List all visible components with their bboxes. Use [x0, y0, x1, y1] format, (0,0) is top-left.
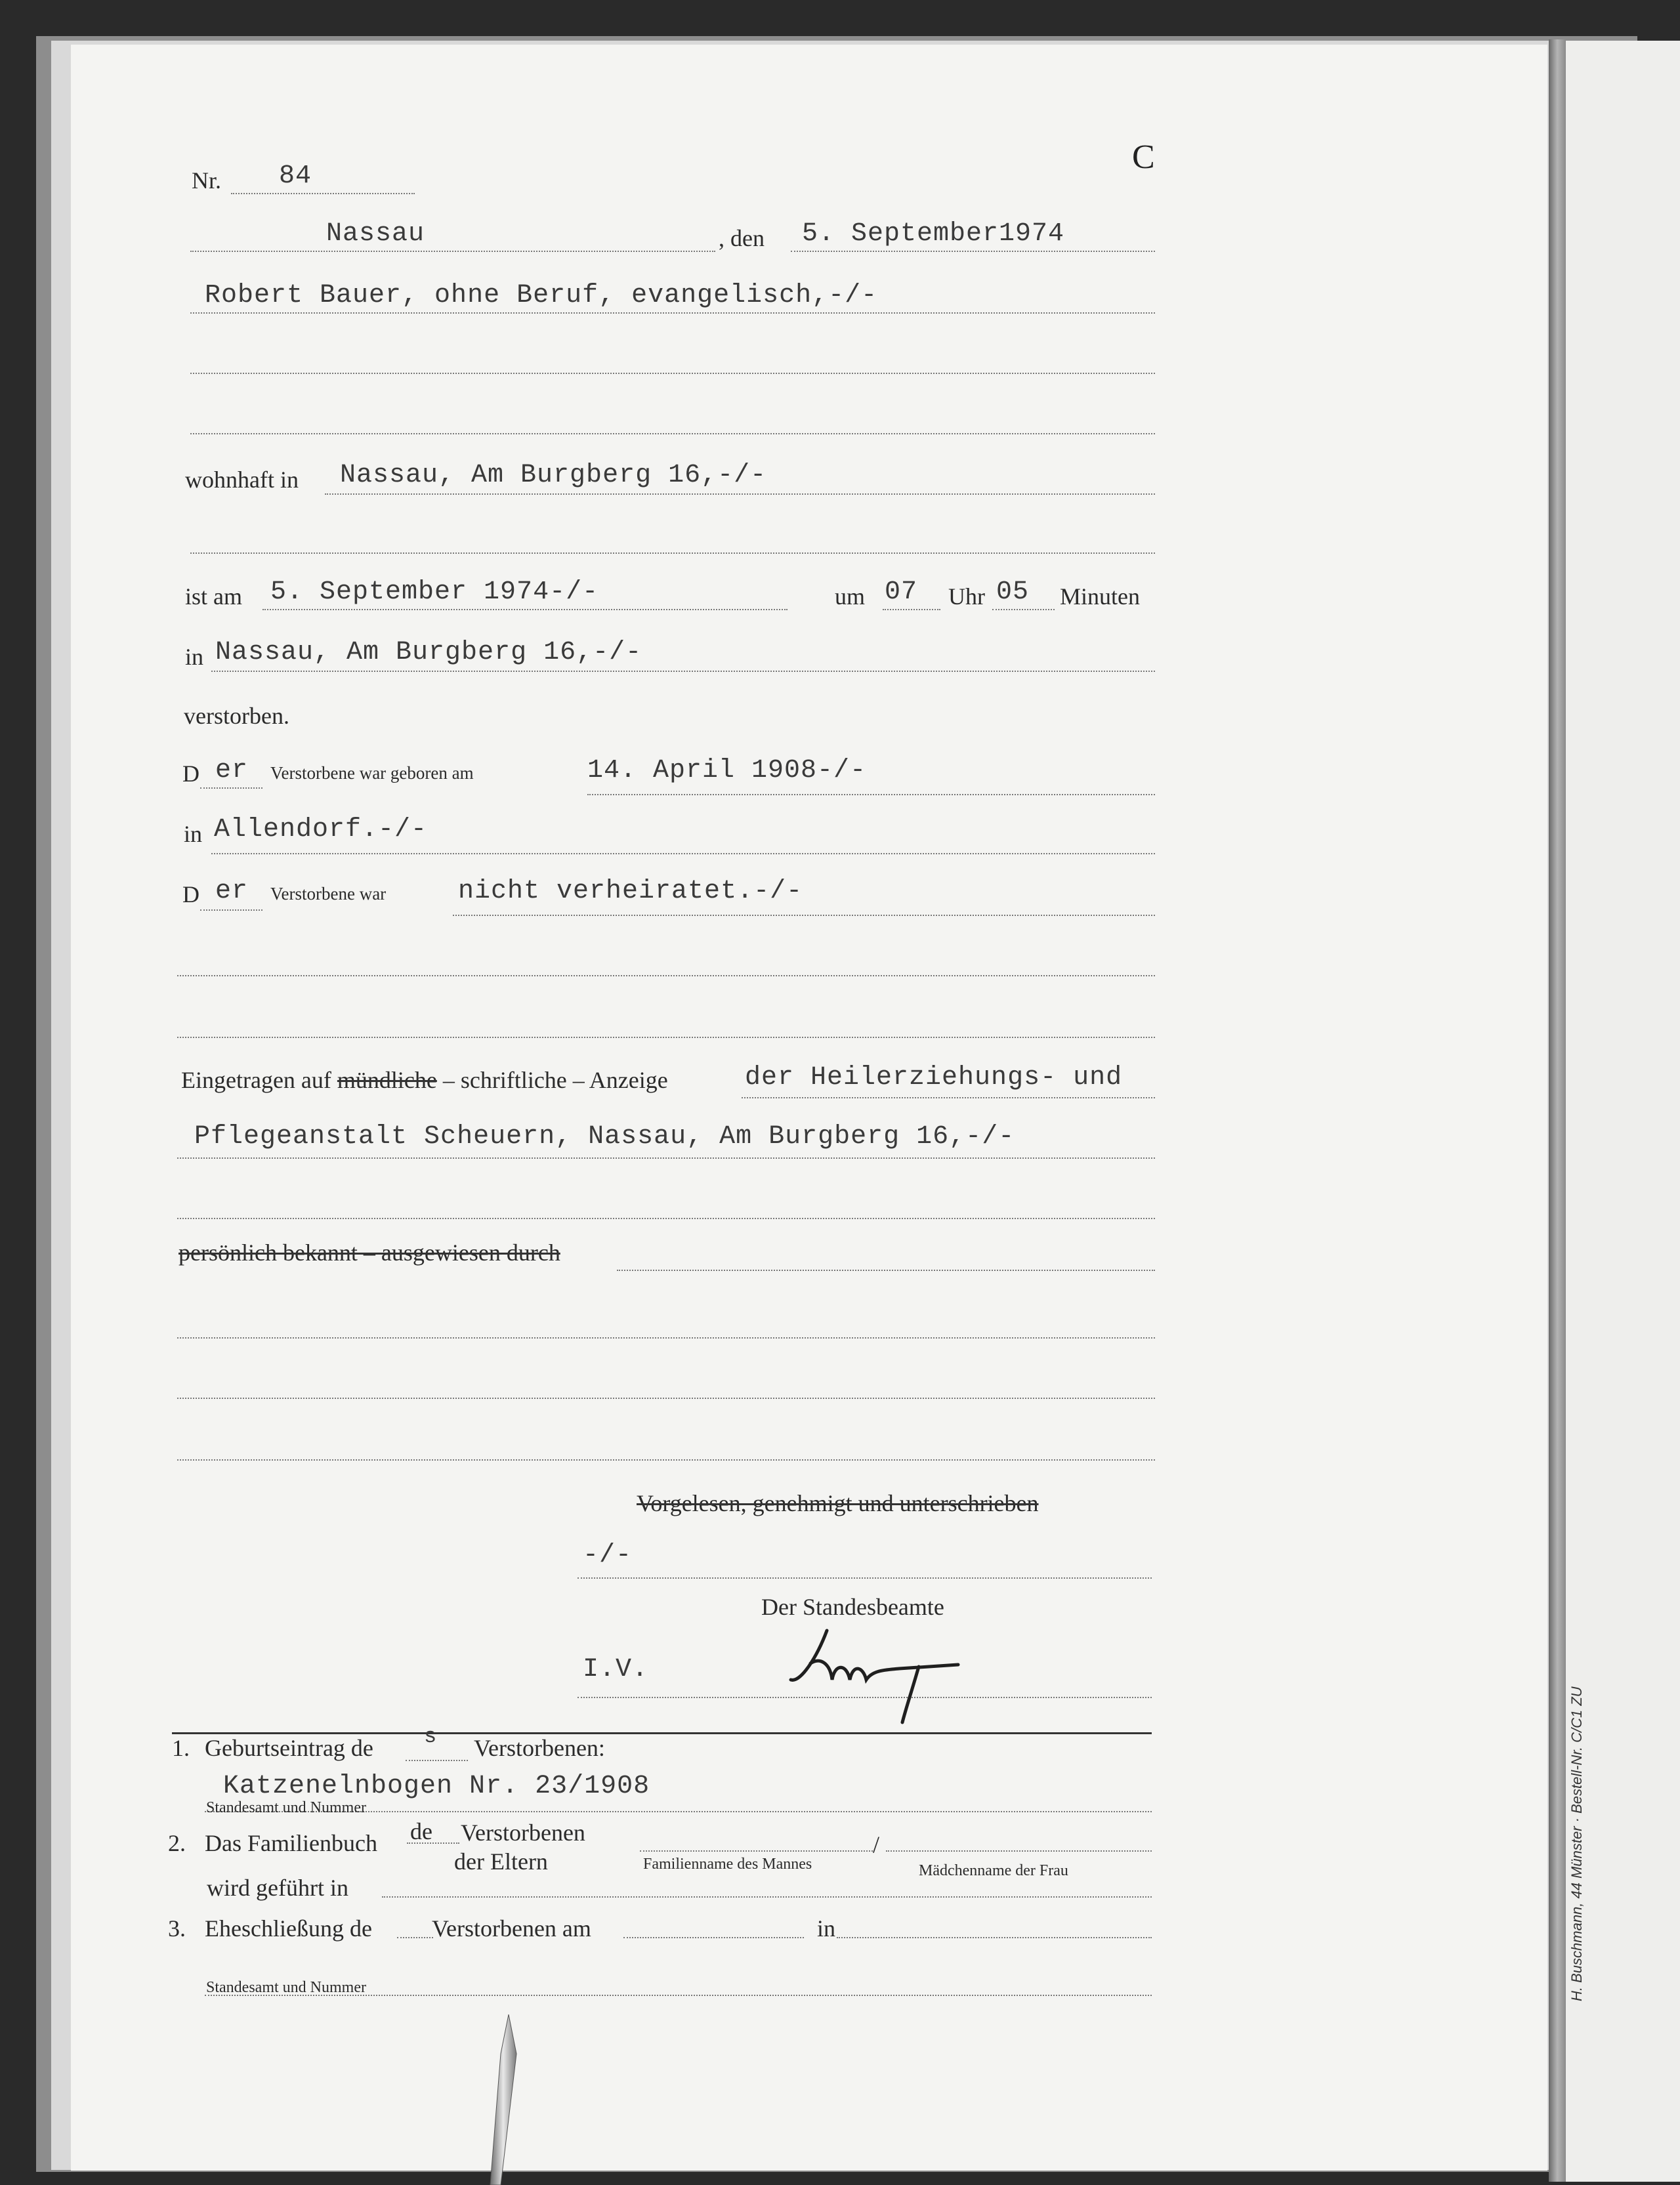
d-suffix-2: er: [215, 877, 249, 906]
persoenlich-line-4: [177, 1459, 1155, 1461]
nr-label: Nr.: [192, 167, 221, 194]
item3-label-a: Eheschließung de: [205, 1915, 372, 1942]
publisher-note: H. Buschmann, 44 Münster · Bestell-Nr. C/C1 ZU: [1568, 1686, 1585, 2001]
item2-caption-a: Familienname des Mannes: [643, 1856, 812, 1873]
item1-value: Katzenelnbogen Nr. 23/1908: [223, 1772, 650, 1801]
d-label-1: D: [182, 760, 200, 787]
item1-suffix: s: [424, 1724, 438, 1749]
item2-number: 2.: [168, 1830, 186, 1856]
death-date-value: 5. September 1974-/-: [270, 577, 599, 607]
wohnhaft-label: wohnhaft in: [185, 467, 299, 493]
item2-husband-line: [640, 1850, 873, 1852]
minute-value: 05: [996, 577, 1030, 607]
uhr-label: Uhr: [948, 583, 985, 610]
blank-line-2: [177, 1037, 1155, 1038]
anzeige-line-1: [742, 1097, 1155, 1098]
item2-slash: /: [873, 1831, 880, 1858]
nr-value: 84: [279, 161, 312, 191]
in-label: in: [185, 644, 204, 670]
person-value: Robert Bauer, ohne Beruf, evangelisch,-/-: [205, 281, 878, 310]
death-place-value: Nassau, Am Burgberg 16,-/-: [215, 638, 642, 667]
anzeige-line-1-value: der Heilerziehungs- und: [745, 1063, 1123, 1092]
item3-place-line: [837, 1937, 1152, 1938]
birth-place-value: Allendorf.-/-: [214, 815, 428, 844]
persoenlich-label: persönlich bekannt – ausgewiesen durch: [178, 1239, 560, 1266]
item1-number: 1.: [172, 1735, 190, 1761]
anzeige-line-2-value: Pflegeanstalt Scheuern, Nassau, Am Burgberg 16,-/-: [194, 1122, 1015, 1152]
in-label-2: in: [184, 821, 203, 847]
person-line-3: [190, 433, 1155, 434]
person-line-1: [190, 312, 1155, 314]
item3-de-line: [397, 1937, 433, 1938]
born-label: Verstorbene war geboren am: [270, 763, 474, 783]
verstorben-label: verstorben.: [184, 703, 289, 729]
date-value: 5. September1974: [802, 219, 1065, 249]
married-label: Verstorbene war: [270, 884, 387, 904]
item3-number: 3.: [168, 1915, 186, 1942]
item3-in: in: [817, 1915, 836, 1942]
item2-caption-b: Mädchenname der Frau: [919, 1862, 1068, 1879]
d-label-2: D: [182, 881, 200, 907]
birth-date-line: [587, 794, 1155, 795]
den-label: , den: [719, 225, 765, 251]
vorgelesen-label: Vorgelesen, genehmigt und unterschrieben: [637, 1490, 1039, 1516]
anzeige-line-2: [177, 1157, 1155, 1159]
item2-line: [382, 1896, 1152, 1898]
hour-value: 07: [885, 577, 918, 607]
death-date-line: [262, 609, 788, 610]
blank-line-1: [177, 975, 1155, 976]
persoenlich-line-2: [177, 1337, 1155, 1339]
hour-line: [883, 609, 940, 610]
date-line: [791, 251, 1155, 252]
item3-date-line: [623, 1937, 804, 1938]
minuten-label: Minuten: [1060, 583, 1140, 610]
birth-place-line: [211, 853, 1155, 854]
ist-am-label: ist am: [185, 583, 242, 610]
d-suffix-line-1: [200, 787, 262, 789]
um-label: um: [835, 583, 866, 610]
item2-label-b: wird geführt in: [207, 1875, 348, 1901]
married-line: [453, 915, 1155, 916]
vorgelesen-value: -/-: [583, 1541, 633, 1570]
item3-caption: Standesamt und Nummer: [206, 1979, 366, 1996]
signature: [781, 1617, 971, 1729]
book-gutter: [1549, 39, 1566, 2182]
nr-line: [231, 193, 415, 194]
anzeige-line-3: [177, 1218, 1155, 1219]
muendliche-struck: mündliche: [337, 1067, 437, 1093]
item2-wife-line: [886, 1850, 1152, 1852]
vorgelesen-line: [578, 1577, 1152, 1579]
item2-verstorbenen: Verstorbenen: [461, 1820, 585, 1846]
item1-suffix-line: [406, 1760, 468, 1761]
d-suffix-1: er: [215, 756, 249, 785]
death-place-line: [211, 671, 1155, 672]
person-line-2: [190, 373, 1155, 374]
wohnhaft-line-2: [190, 552, 1155, 554]
wohnhaft-value: Nassau, Am Burgberg 16,-/-: [340, 461, 767, 490]
iv-label: I.V.: [583, 1655, 649, 1684]
item3-label-b: Verstorbenen am: [432, 1915, 591, 1942]
married-value: nicht verheiratet.-/-: [458, 877, 803, 906]
item2-de: de: [410, 1818, 432, 1844]
item1-caption: Standesamt und Nummer: [206, 1799, 366, 1816]
standesbeamte-label: Der Standesbeamte: [761, 1594, 944, 1620]
item2-label-a: Das Familienbuch: [205, 1830, 377, 1856]
item1-label-b: Verstorbenen:: [474, 1735, 605, 1761]
minute-line: [992, 609, 1055, 610]
place-line: [190, 251, 715, 252]
pen-tip: [489, 2014, 528, 2185]
eingetragen-label: Eingetragen auf mündliche – schriftliche – Anzeige: [181, 1067, 668, 1093]
persoenlich-line: [617, 1270, 1155, 1271]
item1-label-a: Geburtseintrag de: [205, 1735, 373, 1761]
item2-de-line: [407, 1842, 459, 1844]
wohnhaft-line: [325, 493, 1155, 495]
d-suffix-line-2: [200, 909, 262, 911]
item2-eltern: der Eltern: [454, 1848, 548, 1875]
birth-date-value: 14. April 1908-/-: [587, 756, 867, 785]
persoenlich-line-3: [177, 1398, 1155, 1399]
corner-letter: C: [1132, 138, 1155, 176]
place-value: Nassau: [326, 219, 425, 249]
